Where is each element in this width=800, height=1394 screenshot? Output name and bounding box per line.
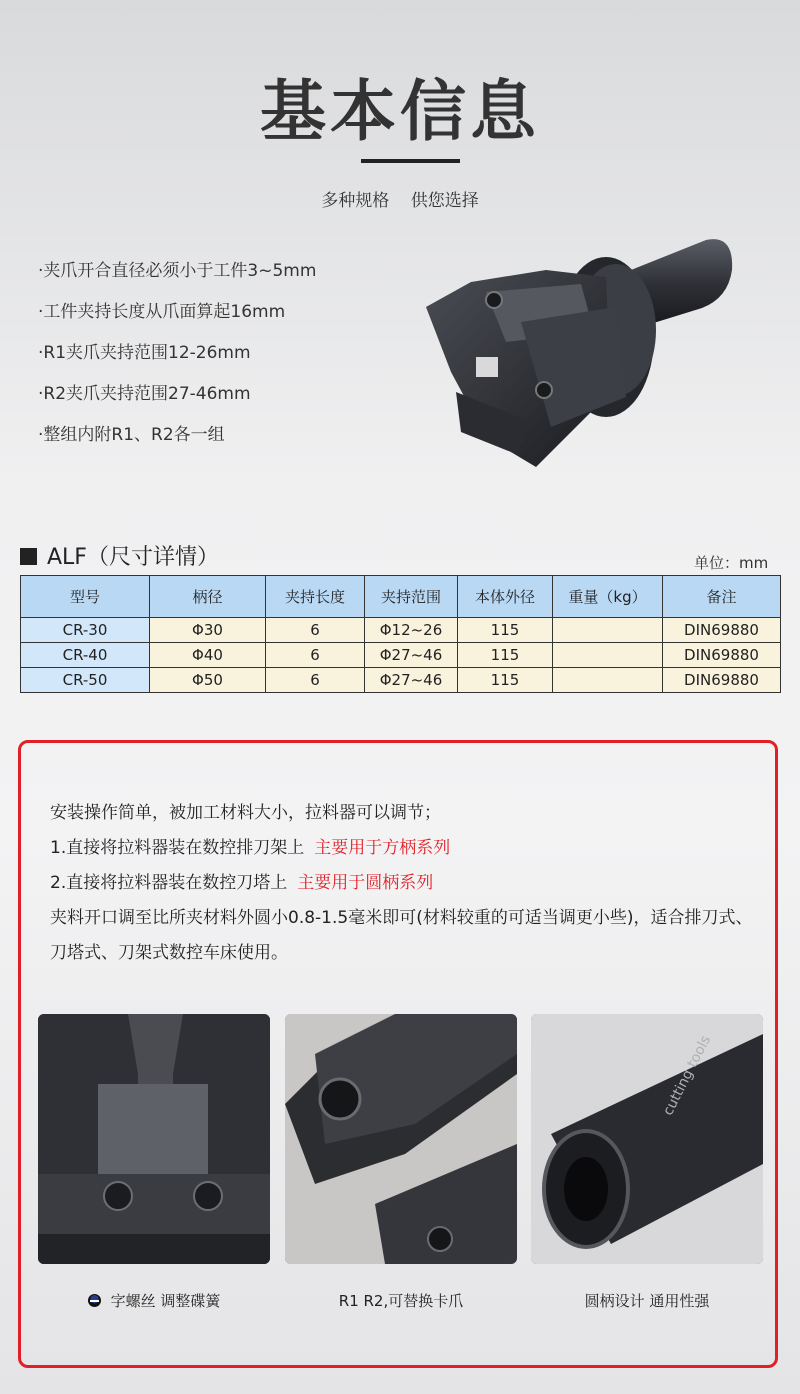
promo-paragraph: 夹料开口调至比所夹材料外圆小0.8-1.5毫米即可(材料较重的可适当调更小些)，适合排刀式、刀塔式、刀架式数控车床使用。 bbox=[50, 908, 753, 963]
table-cell bbox=[553, 668, 663, 693]
promo-line: 2.直接将拉料器装在数控刀塔上 主要用于圆柄系列 bbox=[50, 873, 434, 893]
subtitle-part-a: 多种规格 bbox=[321, 191, 390, 211]
table-cell: 115 bbox=[458, 668, 553, 693]
unit-label: 单位：mm bbox=[694, 554, 769, 572]
table-row bbox=[21, 668, 781, 693]
promo-text bbox=[50, 796, 760, 971]
table-header-row bbox=[21, 576, 781, 618]
feature-item: ·工件夹持长度从爪面算起16mm bbox=[38, 302, 286, 322]
screw-icon bbox=[88, 1294, 101, 1307]
table-title: ALF（尺寸详情） bbox=[20, 540, 219, 571]
table-cell: DIN69880 bbox=[663, 618, 781, 643]
table-cell bbox=[553, 643, 663, 668]
table-cell: CR-50 bbox=[21, 668, 150, 693]
table-cell: 6 bbox=[266, 618, 365, 643]
column-header: 夹持范围 bbox=[365, 576, 458, 618]
page-title: 基本信息 bbox=[260, 73, 540, 150]
table-cell: Φ12~26 bbox=[365, 618, 458, 643]
column-header: 柄径 bbox=[150, 576, 266, 618]
table-cell: CR-30 bbox=[21, 618, 150, 643]
highlight-text: 主要用于方柄系列 bbox=[314, 838, 451, 858]
table-cell: Φ27~46 bbox=[365, 668, 458, 693]
feature-item: ·R1夹爪夹持范围12-26mm bbox=[38, 343, 251, 363]
feature-item: ·R2夹爪夹持范围27-46mm bbox=[38, 384, 251, 404]
table-row bbox=[21, 643, 781, 668]
detail-photo-shank bbox=[531, 1014, 763, 1264]
photo-caption: R1 R2,可替换卡爪 bbox=[338, 1292, 464, 1310]
table-cell bbox=[553, 618, 663, 643]
table-cell: DIN69880 bbox=[663, 643, 781, 668]
subtitle-part-b: 供您选择 bbox=[410, 191, 479, 211]
table-cell: 6 bbox=[266, 643, 365, 668]
subtitle bbox=[0, 186, 800, 211]
spec-table bbox=[20, 575, 781, 693]
detail-photo-screws bbox=[38, 1014, 270, 1264]
title-underline bbox=[361, 159, 460, 163]
table-cell: Φ27~46 bbox=[365, 643, 458, 668]
feature-item: ·整组内附R1、R2各一组 bbox=[38, 425, 225, 445]
table-cell: Φ50 bbox=[150, 668, 266, 693]
photo-caption: 圆柄设计 通用性强 bbox=[584, 1292, 710, 1310]
promo-line: 安装操作简单，被加工材料大小，拉料器可以调节； bbox=[50, 803, 441, 823]
column-header: 重量（kg） bbox=[553, 576, 663, 618]
photo-caption: 字螺丝 调整碟簧 bbox=[38, 1290, 270, 1311]
detail-photo-jaws bbox=[285, 1014, 517, 1264]
feature-item: ·夹爪开合直径必须小于工件3~5mm bbox=[38, 261, 317, 281]
highlight-text: 主要用于圆柄系列 bbox=[297, 873, 434, 893]
promo-line: 1.直接将拉料器装在数控排刀架上 主要用于方柄系列 bbox=[50, 838, 451, 858]
table-row bbox=[21, 618, 781, 643]
column-header: 夹持长度 bbox=[266, 576, 365, 618]
table-cell: Φ40 bbox=[150, 643, 266, 668]
table-cell: CR-40 bbox=[21, 643, 150, 668]
feature-list bbox=[38, 258, 316, 463]
column-header: 型号 bbox=[21, 576, 150, 618]
square-bullet-icon bbox=[20, 548, 37, 565]
table-cell: 115 bbox=[458, 643, 553, 668]
table-cell: Φ30 bbox=[150, 618, 266, 643]
product-image bbox=[416, 222, 746, 487]
table-cell: 6 bbox=[266, 668, 365, 693]
column-header: 本体外径 bbox=[458, 576, 553, 618]
engraving-text: cutting tools bbox=[660, 1032, 715, 1119]
table-cell: 115 bbox=[458, 618, 553, 643]
table-cell: DIN69880 bbox=[663, 668, 781, 693]
column-header: 备注 bbox=[663, 576, 781, 618]
